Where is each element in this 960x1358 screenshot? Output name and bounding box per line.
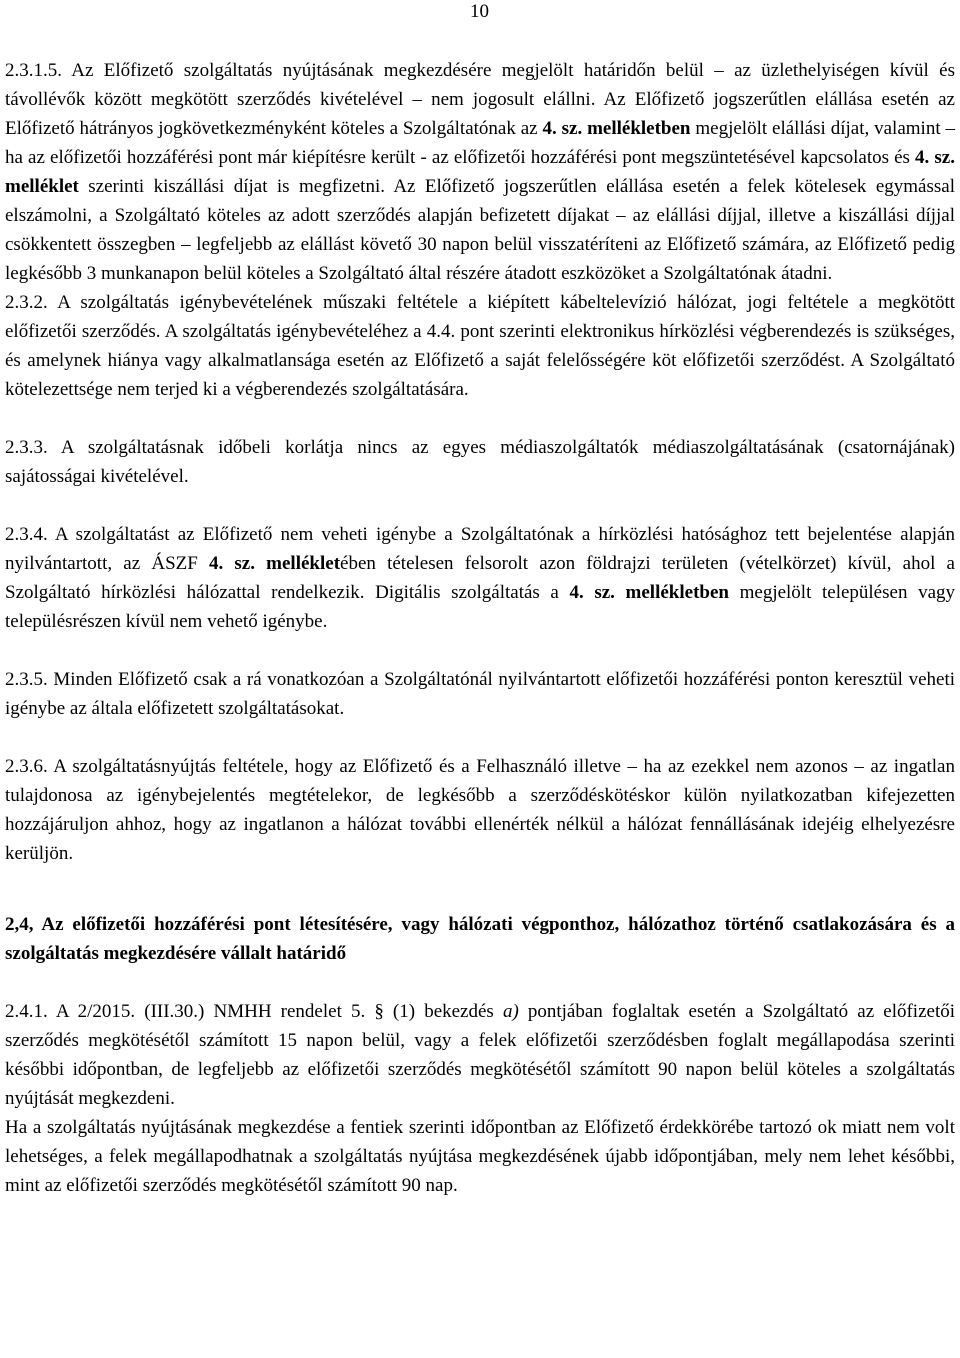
text-segment: 2.3.4. A szolgáltatást az Előfizető nem veheti igénybe a Szolgáltatónak a hírközlési hatósághoz tett bejelentése alapján nyilvántartott, az ÁSZF bbox=[5, 524, 955, 574]
bold-reference: 4. sz. melléklet bbox=[208, 553, 341, 574]
bold-reference: 4. sz. melléklet bbox=[5, 147, 955, 197]
page-number: 10 bbox=[470, 1, 489, 22]
paragraph-2-3-1-5 bbox=[5, 56, 955, 288]
paragraph-2-3-2: 2.3.2. A szolgáltatás igénybevételének műszaki feltétele a kiépített kábeltelevízió hálózat, jogi feltétele a megkötött előfizetői szerződés. A szolgáltatás igénybevételéhez a 4.4. pont szerinti elektronikus hírközlési végberendezés is szükséges, és amelynek hiánya vagy alkalmatlansága esetén az Előfizető a saját felelősségére köt előfizetői szerződést. A Szolgáltató kötelezettsége nem terjed ki a végberendezés szolgáltatására. bbox=[5, 292, 955, 400]
spacer bbox=[5, 968, 955, 997]
paragraph-2-4-1-continued: Ha a szolgáltatás nyújtásának megkezdése a fentiek szerinti időpontban az Előfizető érdekkörébe tartozó ok miatt nem volt lehetséges, a felek megállapodhatnak a szolgáltatás nyújtása megkezdésének újabb időpontjában, mely nem lehet későbbi, mint az előfizetői szerződés megkötésétől számított 90 nap. bbox=[5, 1117, 955, 1196]
spacer bbox=[5, 636, 955, 665]
spacer bbox=[5, 868, 955, 910]
paragraph-2-4-1 bbox=[5, 997, 955, 1113]
document-body bbox=[5, 56, 955, 1200]
text-segment: megjelölt elállási díjat, valamint – ha az előfizetői hozzáférési pont már kiépítésre került - az előfizetői hozzáférési pont megszüntetésével kapcsolatos és bbox=[5, 118, 955, 168]
paragraph-2-3-5: 2.3.5. Minden Előfizető csak a rá vonatkozóan a Szolgáltatónál nyilvántartott előfizetői hozzáférési ponton keresztül veheti igénybe az általa előfizetett szolgáltatásokat. bbox=[5, 669, 955, 719]
bold-reference: 4. sz. mellékletben bbox=[569, 582, 729, 603]
text-segment: ében tételesen felsorolt azon földrajzi területen (vételkörzet) kívül, ahol a Szolgáltató hírközlési hálózattal rendelkezik. Digitális szolgáltatás a bbox=[5, 553, 955, 603]
text-segment: 2.4.1. A 2/2015. (III.30.) NMHH rendelet 5. § (1) bekezdés bbox=[5, 1001, 503, 1022]
spacer bbox=[5, 491, 955, 520]
section-heading-2-4: 2,4, Az előfizetői hozzáférési pont létesítésére, vagy hálózati végponthoz, hálózathoz történő csatlakozására és a szolgáltatás megkezdésére vállalt határidő bbox=[5, 914, 955, 964]
text-segment: szerinti kiszállási díjat is megfizetni. Az Előfizető jogszerűtlen elállása esetén a felek kötelesek egymással elszámolni, a Szolgáltató köteles az adott szerződés alapján befizetett díjakat – az elállási díjjal, illetve a kiszállási díjjal csökkentett összegben – legfeljebb az elállást követő 30 napon belül visszatéríteni az Előfizető számára, az Előfizető pedig legkésőbb 3 munkanapon belül köteles a Szolgáltató által részére átadott eszközöket a Szolgáltatónak átadni. bbox=[5, 176, 955, 284]
italic-reference: a) bbox=[502, 1001, 519, 1022]
spacer bbox=[5, 723, 955, 752]
paragraph-2-3-4 bbox=[5, 520, 955, 636]
paragraph-2-3-3: 2.3.3. A szolgáltatásnak időbeli korlátja nincs az egyes médiaszolgáltatók médiaszolgáltatásának (csatornájának) sajátosságai kivételével. bbox=[5, 437, 955, 487]
text-segment: megjelölt településen vagy településrészen kívül nem vehető igénybe. bbox=[5, 582, 956, 632]
paragraph-2-3-6: 2.3.6. A szolgáltatásnyújtás feltétele, hogy az Előfizető és a Felhasználó illetve – ha az ezekkel nem azonos – az ingatlan tulajdonosa az igénybejelentés megtételekor, de legkésőbb a szerződéskötéskor külön nyilatkozatban kifejezetten hozzájáruljon ahhoz, hogy az ingatlanon a hálózat további ellenérték nélkül a hálózat fennállásának idejéig elhelyezésre kerüljön. bbox=[5, 756, 955, 864]
bold-reference: 4. sz. mellékletben bbox=[542, 118, 691, 139]
spacer bbox=[5, 404, 955, 433]
text-segment: pontjában foglaltak esetén a Szolgáltató az előfizetői szerződés megkötésétől számított 15 napon belül, vagy a felek előfizetői szerződésben foglalt megállapodása szerinti későbbi időpontban, de legfeljebb az előfizetői szerződés megkötésétől számított 90 napon belül köteles a szolgáltatás nyújtását megkezdeni. bbox=[5, 1001, 955, 1109]
text-segment: 2.3.1.5. Az Előfizető szolgáltatás nyújtásának megkezdésére megjelölt határidőn belül – az üzlethelyiségen kívül és távollévők között megkötött szerződés kivételével – nem jogosult elállni. Az Előfizető jogszerűtlen elállása esetén az Előfizető hátrányos jogkövetkezményként köteles a Szolgáltatónak az bbox=[5, 60, 955, 139]
